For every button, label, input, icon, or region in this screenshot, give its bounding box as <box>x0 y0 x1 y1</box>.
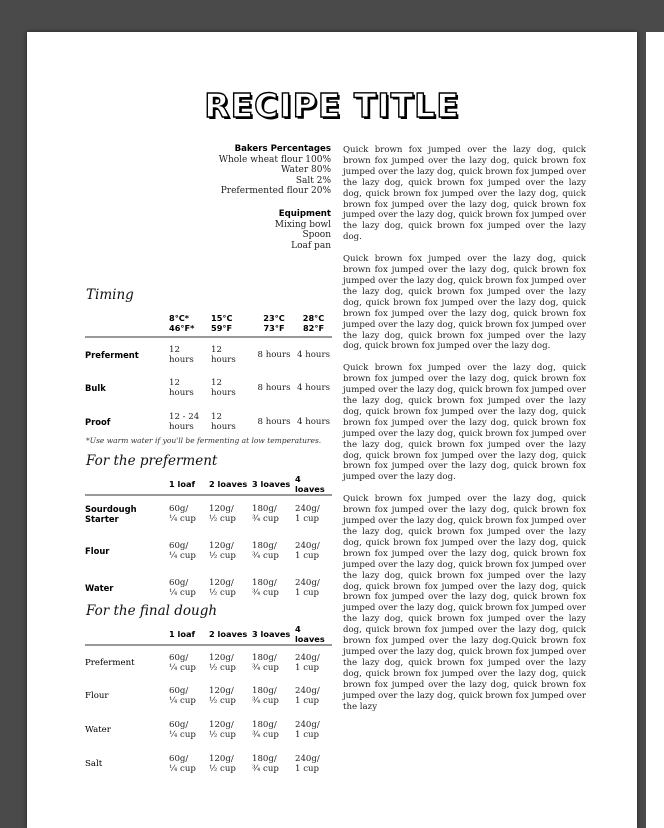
table-cell: 180g/ ¾ cup <box>252 686 279 706</box>
final-dough-title: For the final dough <box>86 603 218 619</box>
table-row <box>85 713 332 747</box>
table-cell: 240g/ 1 cup <box>295 652 320 673</box>
row-label: Preferment <box>85 349 139 360</box>
table-cell: 4 hours <box>297 417 330 427</box>
row-label: Sourdough Starter <box>85 504 137 524</box>
table-cell: 12 hours <box>169 344 194 365</box>
table-cell: 60g/ ¼ cup <box>169 504 196 524</box>
table-cell: 240g/ 1 cup <box>295 577 320 598</box>
table-cell: 8 hours <box>257 349 291 360</box>
table-cell: 180g/ ¾ cup <box>252 577 279 598</box>
next-page-edge <box>646 32 664 828</box>
table-cell: 120g/ ½ cup <box>209 504 236 524</box>
table-header-row <box>85 624 332 645</box>
table-cell: 240g/ 1 cup <box>295 540 320 561</box>
document-page <box>27 32 637 828</box>
column-header: 1 loaf <box>169 624 209 645</box>
table-cell: 60g/ ¼ cup <box>169 754 196 774</box>
table-cell: 12 hours <box>211 344 236 365</box>
column-header: 28°C 82°F <box>295 309 332 337</box>
row-label: Proof <box>85 417 111 427</box>
table-cell: 180g/ ¾ cup <box>252 720 279 740</box>
paragraph: Quick brown fox jumped over the lazy dog, quick brown fox jumped over the lazy dog, quick brown fox jumped over the lazy dog, quick brown fox jumped over the lazy dog, quick brown fox jumped over the lazy dog, quick brown fox jumped over the lazy dog, quick brown fox jumped over the lazy dog, quick brown fox jumped over the lazy dog, quick brown fox jumped over the lazy dog, quick brown fox jumped over the lazy dog, quick brown fox jumped over the lazy dog, quick brown fox jumped over the lazy dog, quick brown fox jumped over the lazy dog, quick brown fox jumped over the lazy dog, quick brown fox jumped over the lazy dog, quick brown fox jumped over the lazy dog, quick brown fox jumped over the lazy dog.Quick brown fox jumped over the lazy dog, quick brown fox jumped over the lazy dog, quick brown fox jumped over the lazy dog, quick brown fox jumped over the lazy dog, quick brown fox jumped over the lazy dog, quick brown fox jumped over the lazy dog, quick brown fox jumped over the lazy <box>343 494 586 712</box>
equipment <box>167 209 331 251</box>
column-header: 2 loaves <box>209 624 252 645</box>
table-cell: 120g/ ½ cup <box>209 540 236 561</box>
bakers-line: Whole wheat flour 100% <box>218 154 331 165</box>
table-cell: 180g/ ¾ cup <box>252 540 279 561</box>
bakers-percentages <box>167 144 331 197</box>
timing-title: Timing <box>86 287 134 303</box>
row-label: Water <box>85 582 114 593</box>
paragraph: Quick brown fox jumped over the lazy dog, quick brown fox jumped over the lazy dog, quick brown fox jumped over the lazy dog, quick brown fox jumped over the lazy dog, quick brown fox jumped over the lazy dog, quick brown fox jumped over the lazy dog, quick brown fox jumped over the lazy dog, quick brown fox jumped over the lazy dog, quick brown fox jumped over the lazy dog, quick brown fox jumped over the lazy dog, quick brown fox jumped over the lazy dog, quick brown fox jumped over the lazy dog, quick brown fox jumped over the lazy dog. <box>343 363 586 483</box>
table-cell: 60g/ ¼ cup <box>169 540 196 561</box>
table-cell: 4 hours <box>297 383 330 393</box>
equipment-heading: Equipment <box>278 209 331 219</box>
column-header: 3 loaves <box>252 474 295 495</box>
table-row <box>85 569 332 606</box>
table-cell: 8 hours <box>257 383 291 393</box>
table-cell: 120g/ ½ cup <box>209 652 236 673</box>
paragraph: Quick brown fox jumped over the lazy dog, quick brown fox jumped over the lazy dog, quick brown fox jumped over the lazy dog, quick brown fox jumped over the lazy dog, quick brown fox jumped over the lazy dog, quick brown fox jumped over the lazy dog, quick brown fox jumped over the lazy dog, quick brown fox jumped over the lazy dog, quick brown fox jumped over the lazy dog, quick brown fox jumped over the lazy dog, quick brown fox jumped over the lazy dog. <box>343 254 586 352</box>
column-header: 23°C 73°F <box>253 309 295 337</box>
table-row <box>85 405 332 439</box>
table-cell: 8 hours <box>257 417 291 427</box>
row-label: Flour <box>85 545 110 556</box>
column-header: 2 loaves <box>209 474 252 495</box>
table-cell: 60g/ ¼ cup <box>169 577 196 598</box>
row-label: Salt <box>85 759 103 769</box>
table-cell: 12 hours <box>211 412 236 432</box>
equipment-line: Loaf pan <box>291 240 331 251</box>
table-cell: 120g/ ½ cup <box>209 754 236 774</box>
table-cell: 60g/ ¼ cup <box>169 652 196 673</box>
table-header-row <box>85 474 332 495</box>
table-cell: 12 hours <box>169 378 194 398</box>
preferment-title: For the preferment <box>86 453 218 469</box>
column-header: 8°C* 46°F* <box>169 309 211 337</box>
table-cell: 240g/ 1 cup <box>295 720 320 740</box>
bakers-heading: Bakers Percentages <box>234 144 331 154</box>
preferment-table <box>85 474 332 606</box>
table-cell: 60g/ ¼ cup <box>169 686 196 706</box>
row-label: Preferment <box>85 657 135 668</box>
row-label: Bulk <box>85 383 106 393</box>
recipe-title: RECIPE TITLE <box>204 86 460 125</box>
row-label: Water <box>85 725 111 735</box>
table-cell: 120g/ ½ cup <box>209 720 236 740</box>
equipment-line: Mixing bowl <box>274 219 331 230</box>
equipment-line: Spoon <box>302 230 331 240</box>
table-cell: 4 hours <box>297 349 330 360</box>
column-header: 4 loaves <box>295 624 332 645</box>
paragraph: Quick brown fox jumped over the lazy dog, quick brown fox jumped over the lazy dog, quick brown fox jumped over the lazy dog, quick brown fox jumped over the lazy dog, quick brown fox jumped over the lazy dog, quick brown fox jumped over the lazy dog, quick brown fox jumped over the lazy dog, quick brown fox jumped over the lazy dog, quick brown fox jumped over the lazy dog, quick brown fox jumped over the lazy dog. <box>343 145 586 243</box>
column-header: 15°C 59°F <box>211 309 253 337</box>
column-header: 4 loaves <box>295 474 332 495</box>
table-cell: 120g/ ½ cup <box>209 577 236 598</box>
table-cell: 180g/ ¾ cup <box>252 504 279 524</box>
table-row <box>85 679 332 713</box>
table-row <box>85 495 332 532</box>
table-row <box>85 337 332 371</box>
bakers-line: Salt 2% <box>295 175 331 186</box>
column-header: 1 loaf <box>169 474 209 495</box>
table-cell: 240g/ 1 cup <box>295 504 320 524</box>
table-cell: 12 - 24 hours <box>169 412 200 432</box>
bakers-line: Water 80% <box>281 165 331 175</box>
timing-note: *Use warm water if you'll be fermenting at low temperatures. <box>86 436 322 445</box>
body-text-column <box>343 145 586 723</box>
timing-table <box>85 309 332 439</box>
table-row <box>85 532 332 569</box>
table-cell: 180g/ ¾ cup <box>252 754 279 774</box>
table-cell: 12 hours <box>211 378 236 398</box>
final-dough-table <box>85 624 332 781</box>
bakers-line: Prefermented flour 20% <box>220 186 331 196</box>
table-cell: 240g/ 1 cup <box>295 754 320 774</box>
row-label: Flour <box>85 691 109 701</box>
table-cell: 120g/ ½ cup <box>209 686 236 706</box>
table-row <box>85 371 332 405</box>
table-row <box>85 747 332 781</box>
table-cell: 240g/ 1 cup <box>295 686 320 706</box>
table-cell: 60g/ ¼ cup <box>169 720 196 740</box>
column-header: 3 loaves <box>252 624 295 645</box>
table-row <box>85 645 332 679</box>
table-cell: 180g/ ¾ cup <box>252 652 279 673</box>
table-header-row <box>85 309 332 337</box>
